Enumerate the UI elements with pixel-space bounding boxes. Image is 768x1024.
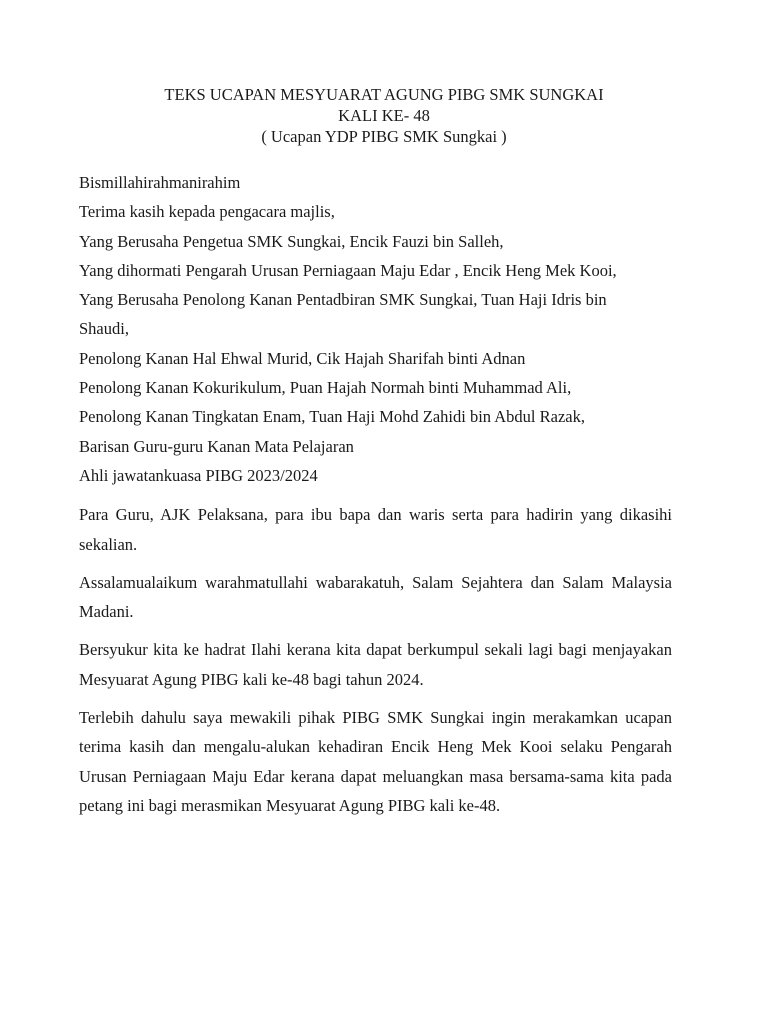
title-line-2: KALI KE- 48: [338, 106, 430, 125]
greeting-line: Yang dihormati Pengarah Urusan Perniagaan Maju Edar , Encik Heng Mek Kooi,: [79, 260, 617, 280]
greeting-line: Barisan Guru-guru Kanan Mata Pelajaran: [79, 436, 354, 456]
greetings-list: [79, 168, 672, 490]
greeting-line: Ahli jawatankuasa PIBG 2023/2024: [79, 465, 318, 485]
paragraph-terima-kasih: Terlebih dahulu saya mewakili pihak PIBG SMK Sungkai ingin merakamkan ucapan terima kasih dan mengalu-alukan kehadiran Encik Heng Mek Kooi selaku Pengarah Urusan Perniagaan Maju Edar kerana dapat meluangkan masa bersama-sama kita pada petang ini bagi merasmikan Mesyuarat Agung PIBG kali ke-48.: [79, 708, 672, 815]
greeting-line: Penolong Kanan Tingkatan Enam, Tuan Haji Mohd Zahidi bin Abdul Razak,: [79, 407, 585, 427]
greeting-line: Penolong Kanan Hal Ehwal Murid, Cik Hajah Sharifah binti Adnan: [79, 348, 526, 368]
greeting-line: Terima kasih kepada pengacara majlis,: [79, 202, 335, 222]
title-line-1: TEKS UCAPAN MESYUARAT AGUNG PIBG SMK SUNGKAI: [164, 85, 604, 104]
document-title: [0, 84, 768, 147]
greeting-line: Yang Berusaha Pengetua SMK Sungkai, Encik Fauzi bin Salleh,: [79, 231, 504, 251]
greeting-line: Shaudi,: [79, 319, 129, 339]
speech-body: [79, 168, 672, 820]
paragraph-salam: Assalamualaikum warahmatullahi wabarakatuh, Salam Sejahtera dan Salam Malaysia Madani.: [79, 572, 672, 622]
greeting-line: Bismillahirahmanirahim: [79, 173, 241, 192]
greeting-line: Yang Berusaha Penolong Kanan Pentadbiran SMK Sungkai, Tuan Haji Idris bin: [79, 290, 607, 310]
paragraph-bersyukur: Bersyukur kita ke hadrat Ilahi kerana kita dapat berkumpul sekali lagi bagi menjayakan Mesyuarat Agung PIBG kali ke-48 bagi tahun 2024.: [79, 640, 672, 689]
paragraph-hadirin: Para Guru, AJK Pelaksana, para ibu bapa dan waris serta para hadirin yang dikasihi sekalian.: [79, 505, 672, 554]
greeting-line: Penolong Kanan Kokurikulum, Puan Hajah Normah binti Muhammad Ali,: [79, 378, 572, 398]
title-line-3: ( Ucapan YDP PIBG SMK Sungkai ): [261, 127, 507, 146]
